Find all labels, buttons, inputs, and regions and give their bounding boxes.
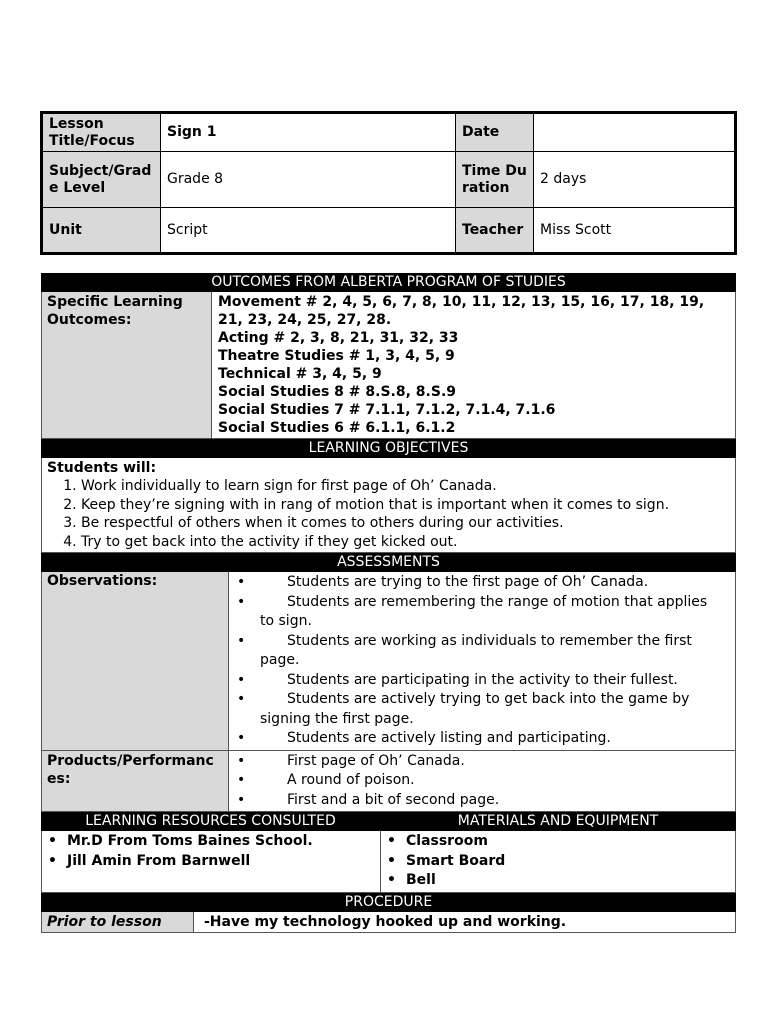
- teacher-label: Teacher: [456, 208, 534, 252]
- products-body: [229, 751, 735, 812]
- list-item: • Jill Amin From Barnwell: [45, 852, 375, 872]
- list-item: • Students are trying to the first page of Oh’ Canada.: [234, 573, 715, 593]
- teacher-value: Miss Scott: [540, 221, 612, 238]
- outcomes-heading: OUTCOMES FROM ALBERTA PROGRAM OF STUDIES: [41, 273, 736, 292]
- outcome-line: Acting # 2, 3, 8, 21, 31, 32, 33: [218, 330, 459, 346]
- materials-list: [384, 832, 730, 891]
- list-item: • Students are actively listing and participating.: [234, 729, 715, 749]
- outcome-line: Social Studies 8 # 8.S.8, 8.S.9: [218, 384, 456, 400]
- unit-value: Script: [161, 208, 456, 252]
- list-item: • First and a bit of second page.: [234, 791, 730, 811]
- list-item: • Classroom: [384, 832, 730, 852]
- observations-body: [229, 572, 735, 750]
- outcome-line: Social Studies 6 # 6.1.1, 6.1.2: [218, 420, 456, 436]
- objectives-intro: Students will:: [47, 460, 157, 476]
- outcome-line: Theatre Studies # 1, 3, 4, 5, 9: [218, 348, 455, 364]
- lesson-header-table: [40, 111, 737, 255]
- observations-list: [234, 573, 715, 749]
- outcome-line: Movement # 2, 4, 5, 6, 7, 8, 10, 11, 12, 13, 15, 16, 17, 18, 19, 21, 23, 24, 25, 27, 28.: [218, 294, 705, 328]
- list-item: • Students are remembering the range of motion that applies to sign.: [234, 593, 715, 632]
- resources-materials-heading: [41, 812, 736, 831]
- objectives-body: [42, 458, 735, 552]
- products-label: Products/Performances:: [42, 751, 229, 812]
- products-row: [41, 751, 736, 813]
- outcome-line: Technical # 3, 4, 5, 9: [218, 366, 382, 382]
- lesson-title-label: Lesson Title/Focus: [43, 114, 161, 152]
- resources-body: [42, 831, 381, 892]
- list-item: • Students are participating in the activity to their fullest.: [234, 671, 715, 691]
- list-item: • Students are actively trying to get back into the game by signing the first page.: [234, 690, 715, 729]
- objectives-heading: LEARNING OBJECTIVES: [41, 439, 736, 458]
- resources-heading: LEARNING RESOURCES CONSULTED: [85, 813, 336, 829]
- resources-materials-row: [41, 831, 736, 893]
- observations-label: Observations:: [42, 572, 229, 750]
- procedure-heading: PROCEDURE: [41, 893, 736, 912]
- list-item: • Smart Board: [384, 852, 730, 872]
- materials-heading: MATERIALS AND EQUIPMENT: [457, 813, 659, 829]
- outcomes-row: [41, 292, 736, 439]
- unit-label: Unit: [43, 208, 161, 252]
- list-item: 2. Keep they’re signing with in rang of motion that is important when it comes to sign.: [81, 496, 730, 515]
- list-item: • Bell: [384, 871, 730, 891]
- procedure-row: [41, 912, 736, 933]
- duration-label: Time Duration: [456, 152, 534, 208]
- list-item: 3. Be respectful of others when it comes to others during our activities.: [81, 514, 730, 533]
- outcomes-list: [212, 292, 735, 438]
- resources-list: [45, 832, 375, 871]
- date-value: [534, 114, 734, 152]
- subject-label: Subject/Grade Level: [43, 152, 161, 208]
- list-item: 4. Try to get back into the activity if they get kicked out.: [81, 533, 730, 552]
- duration-value: 2 days: [534, 152, 734, 208]
- products-list: [234, 752, 730, 811]
- outcome-line: Social Studies 7 # 7.1.1, 7.1.2, 7.1.4, 7.1.6: [218, 402, 556, 418]
- list-item: 1. Work individually to learn sign for first page of Oh’ Canada.: [81, 477, 730, 496]
- list-item: • A round of poison.: [234, 771, 730, 791]
- prior-to-lesson-value: -Have my technology hooked up and working.: [204, 913, 567, 930]
- assessments-heading: ASSESSMENTS: [41, 553, 736, 572]
- lesson-title-value: Sign 1: [161, 114, 456, 152]
- outcomes-label: Specific Learning Outcomes:: [42, 292, 212, 438]
- prior-to-lesson-label: Prior to lesson: [42, 912, 194, 932]
- list-item: • Students are working as individuals to remember the first page.: [234, 632, 715, 671]
- list-item: • First page of Oh’ Canada.: [234, 752, 730, 772]
- subject-value: Grade 8: [161, 152, 456, 208]
- date-label: Date: [456, 114, 534, 152]
- lesson-plan-table: [41, 273, 736, 933]
- objectives-row: [41, 458, 736, 553]
- materials-body: [381, 831, 735, 892]
- observations-row: [41, 572, 736, 751]
- objectives-list: [47, 477, 730, 551]
- list-item: • Mr.D From Toms Baines School.: [45, 832, 375, 852]
